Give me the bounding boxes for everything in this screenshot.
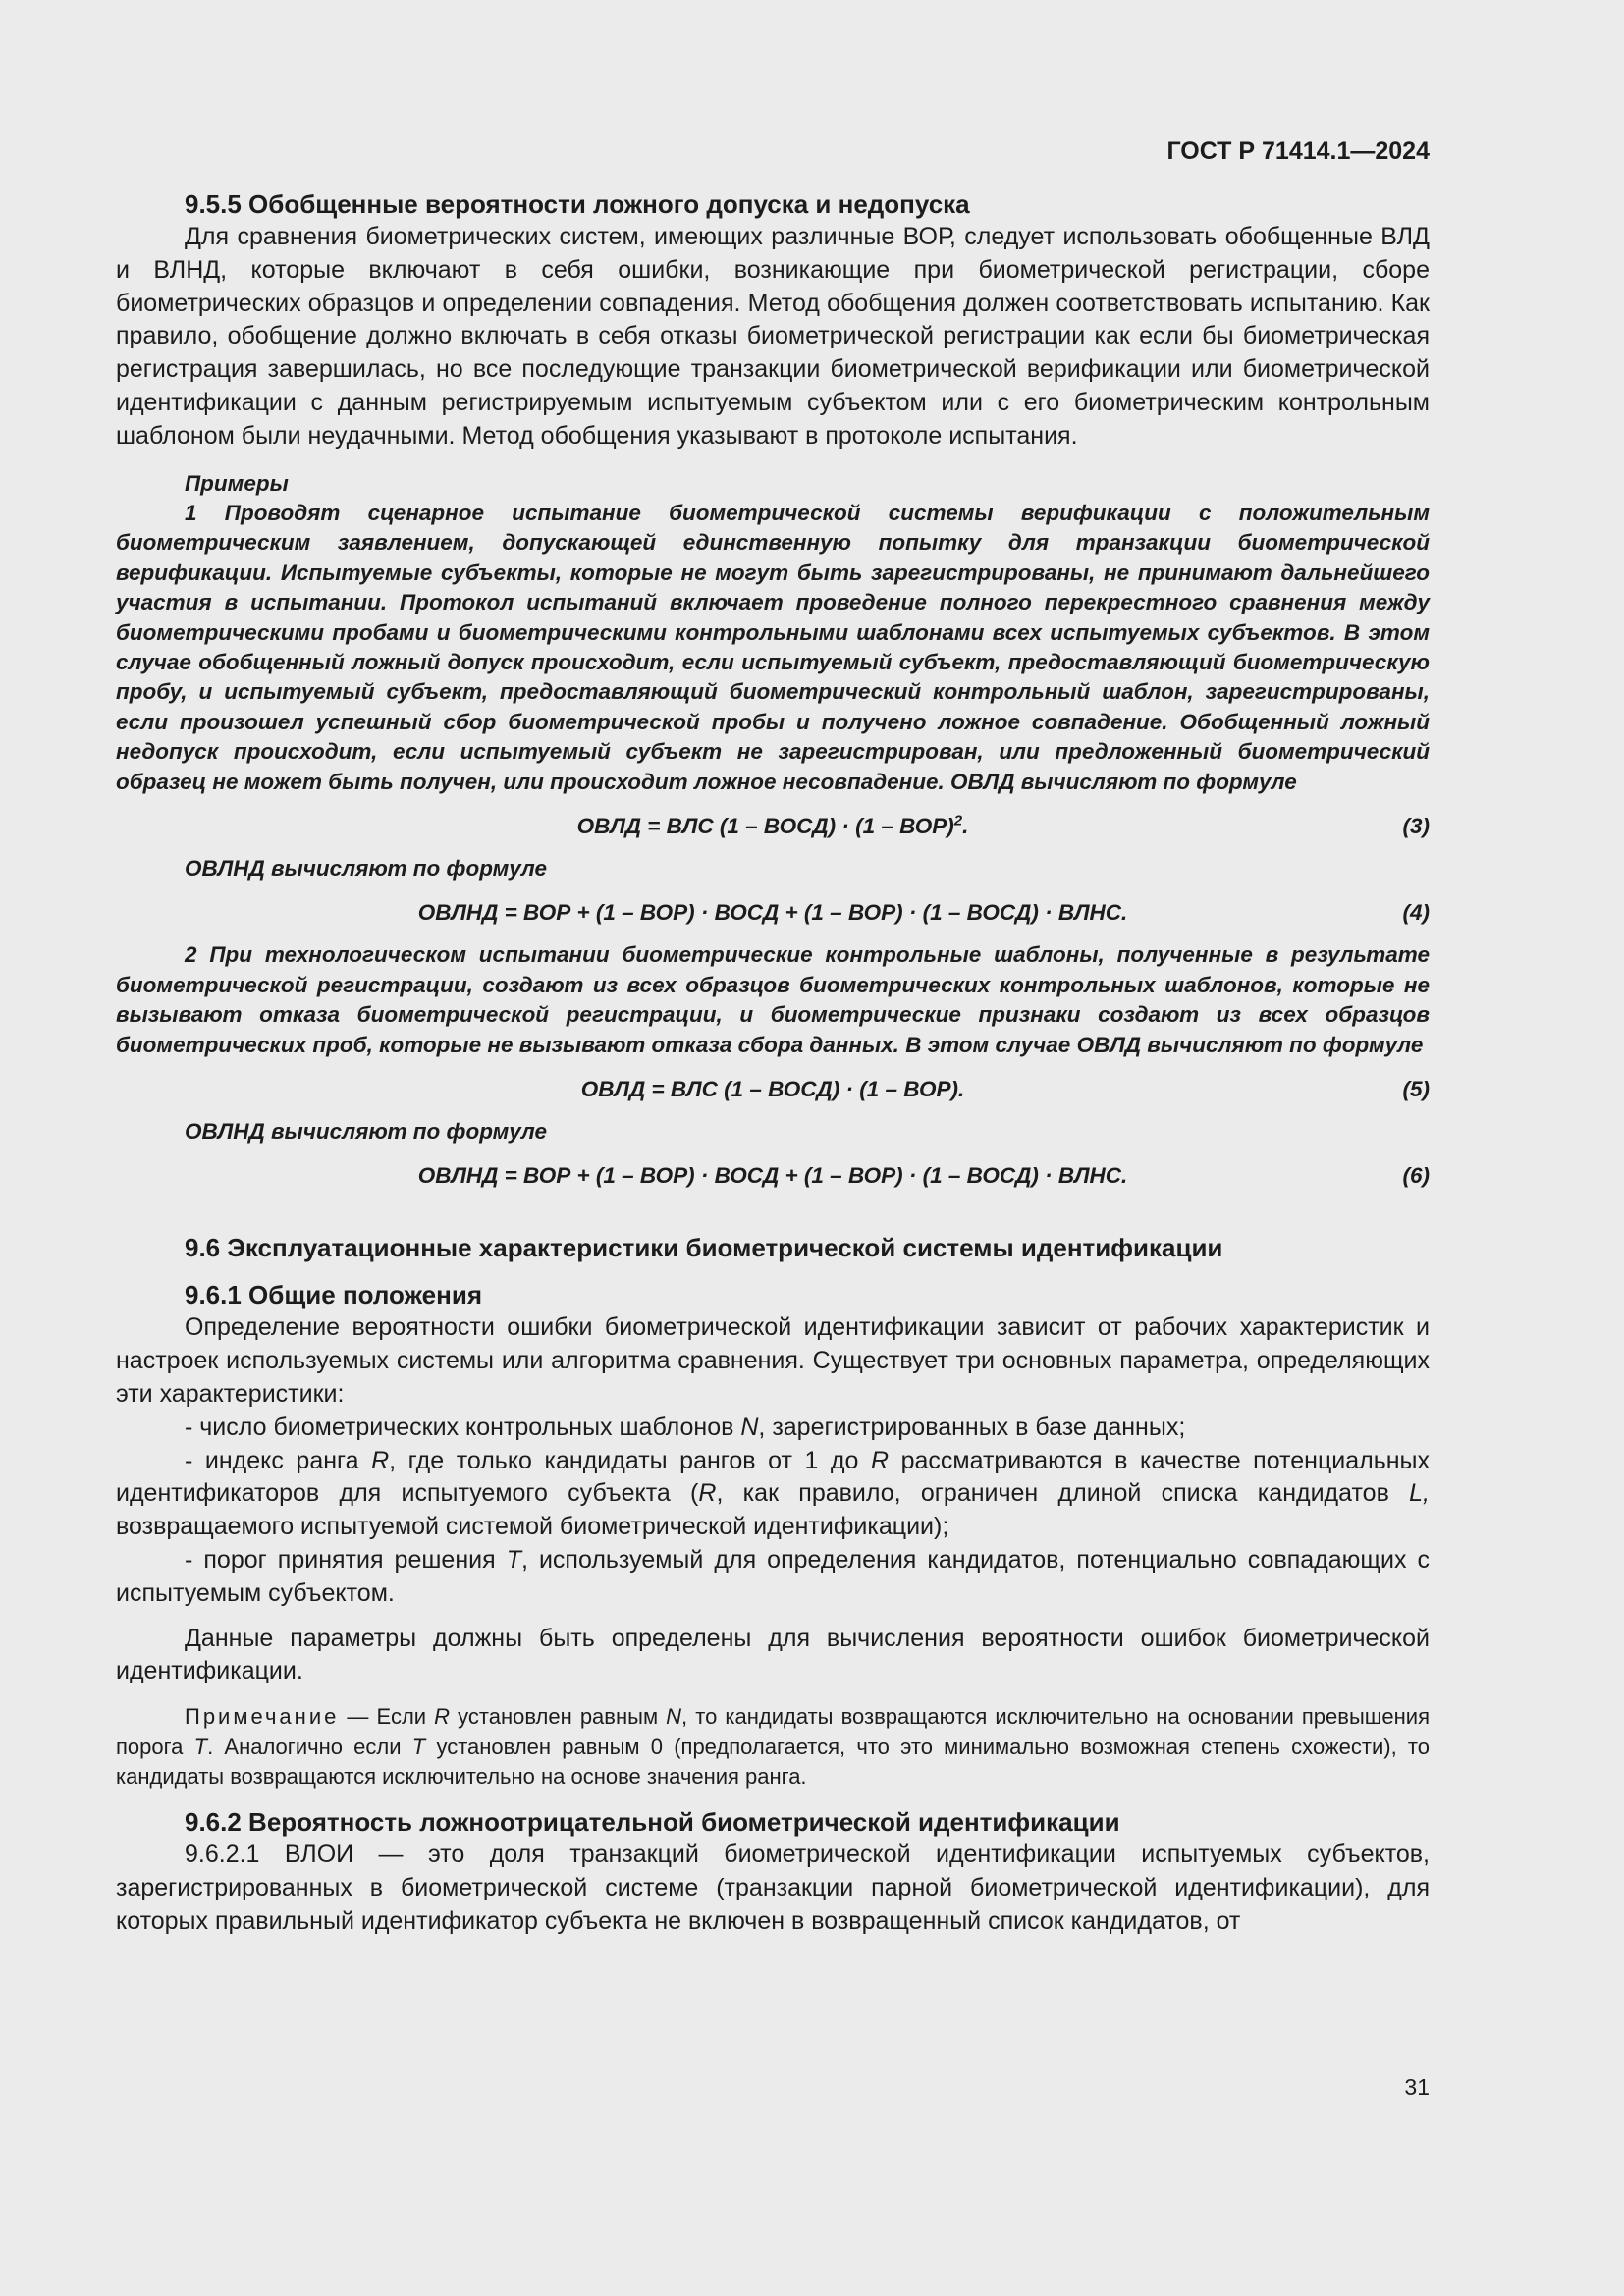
section-heading-9-6-2: 9.6.2 Вероятность ложноотрицательной биометрической идентификации [185,1807,1120,1838]
section-heading-9-5-5: 9.5.5 Обобщенные вероятности ложного допуска и недопуска [185,189,970,219]
formula-6-number: (6) [1402,1163,1430,1189]
formula-3-number: (3) [1402,814,1430,839]
paragraph-9-6-1-intro: Определение вероятности ошибки биометрической идентификации зависит от рабочих характеристик и настроек используемых системы или алгоритма сравнения. Существует три основных параметра, определяющих эти характеристики: [116,1313,1430,1409]
example-2: 2 При технологическом испытании биометрические контрольные шаблоны, полученные в результате биометрической регистрации, создают из всех образцов биометрических контрольных шаблонов, которые не вызывают отказа биометрической регистрации, и биометрические признаки создают из всех образцов биометрических проб, которые не вызывают отказа сбора данных. В этом случае ОВЛД вычисляют по формуле [116,942,1430,1057]
list-item-templates: - число биометрических контрольных шаблонов N, зарегистрированных в базе данных; [185,1413,1186,1441]
formula-5-expression: ОВЛД = ВЛС (1 – ВОСД) · (1 – ВОР). [580,1077,965,1102]
page-number: 31 [1404,2074,1430,2100]
document-header: ГОСТ Р 71414.1—2024 [1166,137,1430,165]
formula-4-expression: ОВЛНД = ВОР + (1 – ВОР) · ВОСД + (1 – ВОР) · (1 – ВОСД) · ВЛНС. [417,900,1128,926]
section-heading-9-6-1: 9.6.1 Общие положения [185,1280,482,1310]
ovlnd-formula-intro-2: ОВЛНД вычисляют по формуле [185,1119,548,1145]
section-heading-9-6: 9.6 Эксплуатационные характеристики биометрической системы идентификации [185,1233,1223,1263]
formula-6-expression: ОВЛНД = ВОР + (1 – ВОР) · ВОСД + (1 – ВОР) · (1 – ВОСД) · ВЛНС. [417,1163,1128,1189]
formula-3 [116,807,1430,846]
list-item-threshold: - порог принятия решения T, используемый для определения кандидатов, потенциально совпадающих с испытуемым субъектом. [116,1546,1430,1607]
note: Примечание — Если R установлен равным N, то кандидаты возвращаются исключительно на основании превышения порога T. Аналогично если T установлен равным 0 (предполагается, что это минимально возможная степень схожести), то кандидаты возвращаются исключительно на основе значения ранга. [116,1704,1430,1789]
formula-4-number: (4) [1402,900,1430,926]
formula-5 [116,1070,1430,1109]
paragraph-9-5-5: Для сравнения биометрических систем, имеющих различные ВОР, следует использовать обобщенные ВЛД и ВЛНД, которые включают в себя ошибки, возникающие при биометрической регистрации, сборе биометрических образцов и определении совпадения. Метод обобщения должен соответствовать испытанию. Как правило, обобщение должно включать в себя отказы биометрической регистрации как если бы биометрическая регистрация завершилась, но все последующие транзакции биометрической верификации или биометрической идентификации с данным регистрируемым испытуемым субъектом или с его биометрическим контрольным шаблоном были неудачными. Метод обобщения указывают в протоколе испытания. [116,223,1430,450]
example-1: 1 Проводят сценарное испытание биометрической системы верификации с положительным биометрическим заявлением, допускающей единственную попытку для транзакции биометрической верификации. Испытуемые субъекты, которые не могут быть зарегистрированы, не принимают дальнейшего участия в испытании. Протокол испытаний включает проведение полного перекрестного сравнения между биометрическими пробами и биометрическими контрольными шаблонами всех испытуемых субъектов. В этом случае обобщенный ложный допуск происходит, если испытуемый субъект, предоставляющий биометрическую пробу, и испытуемый субъект, предоставляющий биометрический контрольный шаблон, зарегистрированы, если произошел успешный сбор биометрической пробы и получено ложное совпадение. Обобщенный ложный недопуск происходит, если испытуемый субъект не зарегистрирован, или предложенный биометрический образец не может быть получен, или происходит ложное несовпадение. ОВЛД вычисляют по формуле [116,500,1430,794]
examples-title: Примеры [185,470,289,496]
paragraph-parameters: Данные параметры должны быть определены для вычисления вероятности ошибок биометрической идентификации. [116,1624,1430,1685]
page-content [116,137,1430,1939]
ovlnd-formula-intro-1: ОВЛНД вычисляют по формуле [185,856,548,881]
formula-6 [116,1156,1430,1196]
formula-3-expression: ОВЛД = ВЛС (1 – ВОСД) · (1 – ВОР)$^2$. [576,812,969,839]
formula-5-number: (5) [1402,1077,1430,1102]
list-item-rank: - индекс ранга R, где только кандидаты рангов от 1 до R рассматриваются в качестве потенциальных идентификаторов для испытуемого субъекта (R, как правило, ограничен длиной списка кандидатов L, возвращаемого испытуемой системой биометрической идентификации); [116,1446,1431,1541]
note-label: Примечание [185,1704,340,1730]
paragraph-9-6-2-1: 9.6.2.1 ВЛОИ — это доля транзакций биометрической идентификации испытуемых субъектов, зарегистрированных в биометрической системе (транзакции парной биометрической идентификации), для которых правильный идентификатор субъекта не включен в возвращенный список кандидатов, от [116,1841,1430,1936]
formula-4 [116,893,1430,933]
